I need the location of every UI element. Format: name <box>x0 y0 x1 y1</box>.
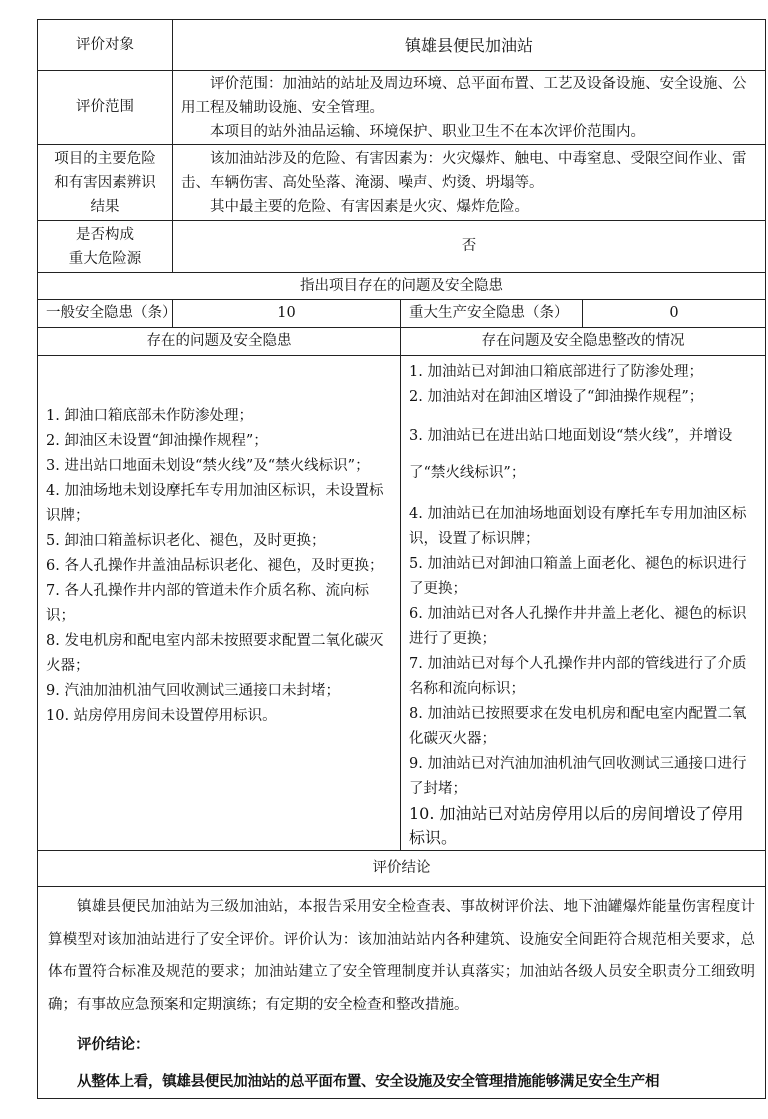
hazards-paragraph-2: 其中最主要的危险、有害因素是火灾、爆炸危险。 <box>210 198 529 215</box>
issue-item: 3. 进出站口地面未划设“禁火线”及“禁火线标识”； <box>46 458 370 474</box>
eval-scope-paragraph-2: 本项目的站外油品运输、环境保护、职业卫生不在本次评价范围内。 <box>210 123 645 140</box>
fixes-list <box>401 356 766 851</box>
issue-item: 10. 站房停用房间未设置停用标识。 <box>46 708 277 724</box>
major-hazard-count-label: 重大生产安全隐患（条） <box>401 300 583 328</box>
fix-item: 5. 加油站已对卸油口箱盖上面老化、褪色的标识进行了更换； <box>409 556 747 597</box>
issues-fixes-row <box>38 356 766 851</box>
eval-object-value: 镇雄县便民加油站 <box>173 20 766 71</box>
fix-item: 10. 加油站已对站房停用以后的房间增设了停用标识。 <box>409 804 744 847</box>
hazards-label <box>38 145 173 221</box>
major-hazard-value: 否 <box>173 221 766 273</box>
eval-object-label: 评价对象 <box>38 20 173 71</box>
hazards-label-line-1: 项目的主要危险 <box>54 150 156 167</box>
major-hazard-row <box>38 221 766 273</box>
conclusion-title: 评价结论 <box>38 851 766 887</box>
issue-item: 2. 卸油区未设置“卸油操作规程”； <box>46 433 268 449</box>
major-hazard-label <box>38 221 173 273</box>
major-hazard-count: 0 <box>583 300 766 328</box>
conclusion-content <box>38 887 766 1099</box>
issue-item: 7. 各人孔操作井内部的管道未作介质名称、流向标识； <box>46 583 369 624</box>
fix-item: 8. 加油站已按照要求在发电机房和配电室内配置二氧化碳灭火器； <box>409 706 747 747</box>
conclusion-title-row <box>38 851 766 887</box>
fixes-column-header: 存在问题及安全隐患整改的情况 <box>401 328 766 356</box>
eval-object-row <box>38 20 766 71</box>
hazards-paragraph-1: 该加油站涉及的危险、有害因素为：火灾爆炸、触电、中毒窒息、受限空间作业、雷击、车辆伤害、高处坠落、淹溺、噪声、灼烫、坍塌等。 <box>181 150 747 191</box>
fix-item: 3. 加油站已在进出站口地面划设“禁火线”，并增设了“禁火线标识”； <box>409 428 733 481</box>
issue-item: 8. 发电机房和配电室内部未按照要求配置二氧化碳灭火器； <box>46 633 384 674</box>
fix-item: 1. 加油站已对卸油口箱底部进行了防渗处理； <box>409 364 703 380</box>
conclusion-body: 镇雄县便民加油站为三级加油站，本报告采用安全检查表、事故树评价法、地下油罐爆炸能量伤害程度计算模型对该加油站进行了安全评价。评价认为：该加油站站内各种建筑、设施安全间距符合规范相关要求，总体布置符合标准及规范的要求；加油站建立了安全管理制度并认真落实；加油站各级人员安全职责分工细致明确；有事故应急预案和定期演练；有定期的安全检查和整改措施。 <box>48 899 756 1013</box>
evaluation-table <box>37 19 766 1099</box>
conclusion-subheading: 评价结论： <box>77 1036 150 1053</box>
problems-title-row <box>38 273 766 300</box>
issue-item: 6. 各人孔操作井盖油品标识老化、褪色，及时更换； <box>46 558 384 574</box>
problems-section-title: 指出项目存在的问题及安全隐患 <box>38 273 766 300</box>
issue-item: 1. 卸油口箱底部未作防渗处理； <box>46 408 253 424</box>
conclusion-final: 从整体上看，镇雄县便民加油站的总平面布置、安全设施及安全管理措施能够满足安全生产相 <box>77 1072 660 1090</box>
hazard-count-row <box>38 300 766 328</box>
hazards-label-line-2: 和有害因素辨识 <box>54 174 156 191</box>
major-hazard-label-line-2: 重大危险源 <box>68 250 142 267</box>
hazards-row <box>38 145 766 221</box>
hazards-label-line-3: 结果 <box>90 198 120 215</box>
eval-scope-paragraph-1: 评价范围：加油站的站址及周边环境、总平面布置、工艺及设备设施、安全设施、公用工程及辅助设施、安全管理。 <box>181 75 747 116</box>
hazards-content <box>173 145 766 221</box>
eval-scope-row <box>38 71 766 145</box>
issues-list <box>38 356 401 851</box>
general-hazard-count: 10 <box>173 300 401 328</box>
issue-item: 5. 卸油口箱盖标识老化、褪色，及时更换； <box>46 533 326 549</box>
issues-column-header: 存在的问题及安全隐患 <box>38 328 401 356</box>
issue-item: 4. 加油场地未划设摩托车专用加油区标识，未设置标识牌； <box>46 483 384 524</box>
eval-scope-label: 评价范围 <box>38 71 173 145</box>
fix-item: 2. 加油站对在卸油区增设了“卸油操作规程”； <box>409 389 704 405</box>
fix-item: 9. 加油站已对汽油加油机油气回收测试三通接口进行了封堵； <box>409 756 747 797</box>
fix-item: 4. 加油站已在加油场地面划设有摩托车专用加油区标识，设置了标识牌； <box>409 506 747 547</box>
general-hazard-label: 一般安全隐患（条） <box>38 300 173 328</box>
fix-item: 7. 加油站已对每个人孔操作井内部的管线进行了介质名称和流向标识； <box>409 656 747 697</box>
fix-item: 6. 加油站已对各人孔操作井井盖上老化、褪色的标识进行了更换； <box>409 606 747 647</box>
issue-item: 9. 汽油加油机油气回收测试三通接口未封堵； <box>46 683 340 699</box>
conclusion-row <box>38 887 766 1099</box>
columns-header-row <box>38 328 766 356</box>
eval-scope-content <box>173 71 766 145</box>
major-hazard-label-line-1: 是否构成 <box>76 226 134 243</box>
